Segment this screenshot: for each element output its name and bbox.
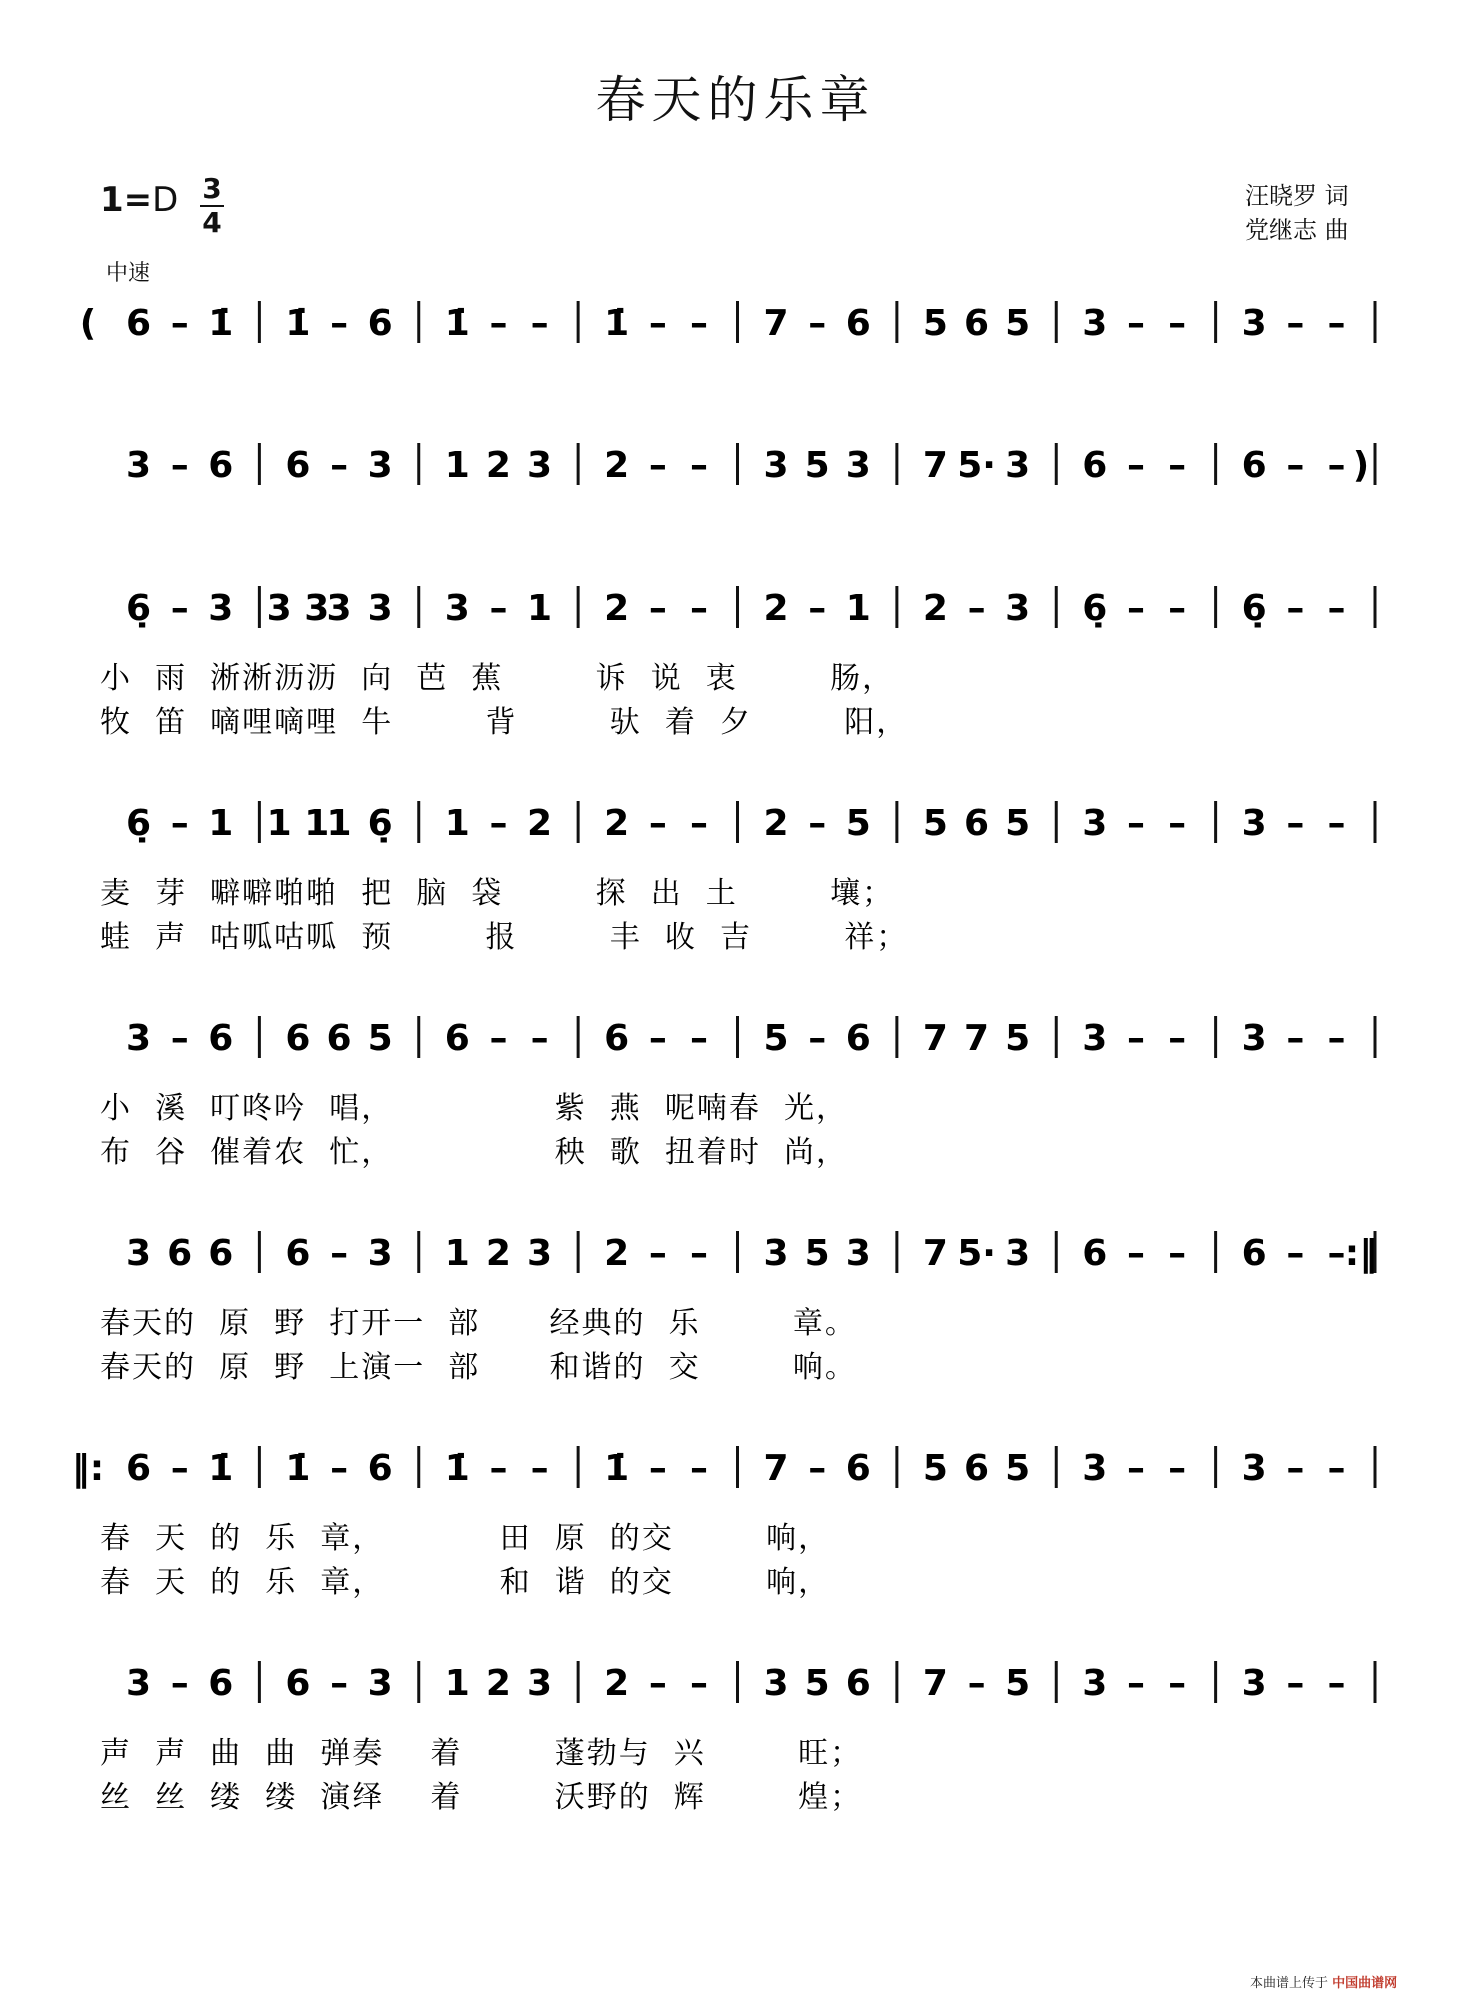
- note: 3: [527, 1663, 553, 1704]
- note: 6: [285, 1233, 311, 1274]
- note: 5: [922, 303, 948, 344]
- note: 3: [527, 445, 553, 486]
- note: –: [1286, 803, 1305, 844]
- note: 3: [1241, 803, 1267, 844]
- note: –: [689, 1663, 708, 1704]
- note: 3: [1241, 303, 1267, 344]
- note: 3: [1241, 1663, 1267, 1704]
- note: –: [170, 303, 189, 344]
- note: 3: [367, 588, 393, 629]
- note: 6: [1241, 445, 1267, 486]
- note: 6: [845, 1448, 871, 1489]
- note: 5: [922, 803, 948, 844]
- note: –: [170, 445, 189, 486]
- lyric-line: 春天的 原 野 打开一 部 经典的 乐 章。: [100, 1306, 857, 1341]
- note: 6̣: [126, 803, 152, 844]
- note: 5·: [957, 445, 996, 486]
- note: 5: [1005, 803, 1031, 844]
- note: –: [1327, 1018, 1346, 1059]
- footer-text: 本曲谱上传于: [1250, 1976, 1329, 1991]
- note: 1̇: [444, 1448, 470, 1489]
- note: 3: [527, 1233, 553, 1274]
- note: 1̇: [444, 303, 470, 344]
- note: 2: [763, 803, 789, 844]
- note: 6: [208, 445, 234, 486]
- note: –: [648, 1663, 667, 1704]
- barline-suffix: :‖: [1344, 1233, 1378, 1274]
- note: –: [170, 588, 189, 629]
- footer-site: 中国曲谱网: [1332, 1976, 1398, 1991]
- note: 7: [964, 1018, 990, 1059]
- note: 6̣: [126, 588, 152, 629]
- note: 6: [1241, 1233, 1267, 1274]
- note: –: [689, 1018, 708, 1059]
- note: 6: [126, 303, 152, 344]
- note: –: [689, 1233, 708, 1274]
- note: 5: [804, 445, 830, 486]
- time-signature-top: 3: [202, 172, 222, 205]
- note: –: [489, 1448, 508, 1489]
- note: 5: [1005, 1018, 1031, 1059]
- note: –: [689, 803, 708, 844]
- footer-note: [1250, 1972, 1397, 1991]
- note: 1̇: [208, 1448, 234, 1489]
- note: 2: [604, 803, 630, 844]
- tempo-marking: 中速: [106, 261, 151, 286]
- note: –: [489, 303, 508, 344]
- lyricist-credit: 汪晓罗 词: [1245, 182, 1349, 210]
- note: 3: [1082, 303, 1108, 344]
- lyric-line: 声 声 曲 曲 弹奏 着 蓬勃与 兴 旺；: [100, 1736, 863, 1771]
- note: 5: [922, 1448, 948, 1489]
- note: –: [808, 303, 827, 344]
- note: 6: [845, 1018, 871, 1059]
- note: –: [1327, 1663, 1346, 1704]
- note: 7: [922, 445, 948, 486]
- note: –: [1168, 1448, 1187, 1489]
- note: 3: [126, 445, 152, 486]
- note: 6: [167, 1233, 193, 1274]
- note: 5: [804, 1663, 830, 1704]
- note: 6̣: [367, 803, 393, 844]
- note: –: [1286, 588, 1305, 629]
- note: 6: [126, 1448, 152, 1489]
- note: –: [1327, 1233, 1346, 1274]
- note: –: [530, 1018, 549, 1059]
- note: –: [1327, 1448, 1346, 1489]
- note: 6: [964, 803, 990, 844]
- note: –: [689, 588, 708, 629]
- note: –: [170, 803, 189, 844]
- note: 3: [1005, 1233, 1031, 1274]
- note: –: [1168, 1018, 1187, 1059]
- note: 1: [208, 803, 234, 844]
- note: –: [648, 803, 667, 844]
- note: 3: [126, 1233, 152, 1274]
- lyric-line: 小 溪 叮咚吟 唱， 紫 燕 呢喃春 光，: [100, 1091, 848, 1126]
- key-tonic: D: [152, 180, 179, 220]
- key-equals: =: [123, 180, 153, 220]
- note: 6: [845, 303, 871, 344]
- note: 1: [444, 1233, 470, 1274]
- note: 3: [208, 588, 234, 629]
- lyric-line: 麦 芽 噼噼啪啪 把 脑 袋 探 出 土 壤；: [100, 876, 895, 911]
- note: –: [1168, 303, 1187, 344]
- note: 6: [285, 445, 311, 486]
- note: –: [1327, 445, 1346, 486]
- note: 3: [1005, 445, 1031, 486]
- note: –: [1126, 445, 1145, 486]
- note: –: [1126, 303, 1145, 344]
- note: 1: [845, 588, 871, 629]
- lyric-line: 蛙 声 咕呱咕呱 预 报 丰 收 吉 祥；: [100, 920, 909, 955]
- note: –: [1168, 1233, 1187, 1274]
- note: 6̣: [1082, 588, 1108, 629]
- note: –: [1327, 303, 1346, 344]
- note: 3: [126, 1663, 152, 1704]
- note: –: [1286, 303, 1305, 344]
- note: 1: [527, 588, 553, 629]
- note: –: [1168, 803, 1187, 844]
- note: 3: [126, 1018, 152, 1059]
- note: 1̇: [285, 1448, 311, 1489]
- note: 3: [367, 1233, 393, 1274]
- barline-prefix: ‖:: [71, 1448, 105, 1489]
- note: –: [330, 303, 349, 344]
- note: 1: [326, 803, 352, 844]
- note: –: [1126, 1018, 1145, 1059]
- note: 6: [367, 1448, 393, 1489]
- lyric-line: 春 天 的 乐 章， 田 原 的交 响，: [100, 1521, 831, 1556]
- note: –: [648, 1233, 667, 1274]
- note: –: [1286, 1233, 1305, 1274]
- note: 3: [845, 1233, 871, 1274]
- note: 2: [485, 445, 511, 486]
- note: 3: [1241, 1448, 1267, 1489]
- note: 5: [804, 1233, 830, 1274]
- note: 3: [1082, 1448, 1108, 1489]
- note: 3 3: [266, 588, 330, 629]
- note: –: [1286, 1663, 1305, 1704]
- note: 3: [763, 445, 789, 486]
- note: –: [1286, 1448, 1305, 1489]
- note: 6̣: [1241, 588, 1267, 629]
- note: 2: [485, 1233, 511, 1274]
- note: –: [330, 1663, 349, 1704]
- note: 2: [604, 588, 630, 629]
- note: 6: [208, 1233, 234, 1274]
- note: 2: [763, 588, 789, 629]
- note: 5: [845, 803, 871, 844]
- note: 3: [1005, 588, 1031, 629]
- note: –: [648, 1018, 667, 1059]
- note: –: [489, 588, 508, 629]
- lyric-line: 丝 丝 缕 缕 演绎 着 沃野的 辉 煌；: [100, 1780, 863, 1815]
- note: –: [648, 445, 667, 486]
- note: –: [967, 1663, 986, 1704]
- lyric-line: 小 雨 淅淅沥沥 向 芭 蕉 诉 说 衷 肠，: [100, 661, 895, 696]
- note: –: [489, 803, 508, 844]
- note: 3: [763, 1663, 789, 1704]
- lyric-line: 春 天 的 乐 章， 和 谐 的交 响，: [100, 1565, 831, 1600]
- note: 5: [1005, 1663, 1031, 1704]
- note: –: [170, 1448, 189, 1489]
- note: 7: [763, 303, 789, 344]
- note: –: [808, 588, 827, 629]
- note: –: [530, 303, 549, 344]
- note: 3: [367, 1663, 393, 1704]
- note: 6: [845, 1663, 871, 1704]
- note: –: [170, 1018, 189, 1059]
- note: –: [648, 1448, 667, 1489]
- note: –: [1168, 1663, 1187, 1704]
- note: –: [1327, 803, 1346, 844]
- note: –: [1286, 1018, 1305, 1059]
- note: 6: [208, 1663, 234, 1704]
- note: 6: [964, 1448, 990, 1489]
- note: –: [648, 303, 667, 344]
- note: –: [689, 445, 708, 486]
- note: –: [1126, 588, 1145, 629]
- note: 5: [367, 1018, 393, 1059]
- note: 5: [1005, 1448, 1031, 1489]
- note: 2: [604, 1233, 630, 1274]
- barline-suffix: ): [1352, 445, 1370, 486]
- page-title: 春天的乐章: [595, 71, 876, 129]
- lyric-line: 春天的 原 野 上演一 部 和谐的 交 响。: [100, 1350, 857, 1385]
- note: 2: [527, 803, 553, 844]
- note: –: [1168, 588, 1187, 629]
- note: 1̇: [208, 303, 234, 344]
- note: 2: [604, 1663, 630, 1704]
- note: 6: [604, 1018, 630, 1059]
- note: 2: [922, 588, 948, 629]
- key-prefix: 1: [100, 180, 124, 220]
- note: 5: [763, 1018, 789, 1059]
- note: 3: [367, 445, 393, 486]
- barline-prefix: (: [79, 303, 97, 344]
- note: 3: [1082, 1018, 1108, 1059]
- note: 1̇: [285, 303, 311, 344]
- note: –: [967, 588, 986, 629]
- note: 6: [208, 1018, 234, 1059]
- note: 3: [763, 1233, 789, 1274]
- lyric-line: 布 谷 催着农 忙， 秧 歌 扭着时 尚，: [100, 1135, 848, 1170]
- note: 6: [1082, 445, 1108, 486]
- note: 6: [285, 1018, 311, 1059]
- note: 7: [922, 1233, 948, 1274]
- note: 6: [285, 1663, 311, 1704]
- note: 3: [326, 588, 352, 629]
- note: 3: [1082, 1663, 1108, 1704]
- note: 1: [444, 803, 470, 844]
- composer-credit: 党继志 曲: [1245, 216, 1349, 244]
- note: –: [1286, 445, 1305, 486]
- note: 2: [604, 445, 630, 486]
- note: 5·: [957, 1233, 996, 1274]
- note: 1̇: [604, 303, 630, 344]
- note: 6: [367, 303, 393, 344]
- lyric-line: 牧 笛 嘀哩嘀哩 牛 背 驮 着 夕 阳，: [100, 705, 909, 740]
- note: –: [1327, 588, 1346, 629]
- note: 2: [485, 1663, 511, 1704]
- note: –: [1168, 445, 1187, 486]
- note: 7: [922, 1018, 948, 1059]
- note: –: [808, 1448, 827, 1489]
- note: 1: [444, 445, 470, 486]
- note: 5: [1005, 303, 1031, 344]
- note: 3: [845, 445, 871, 486]
- note: 1: [444, 1663, 470, 1704]
- note: –: [808, 803, 827, 844]
- note: –: [170, 1663, 189, 1704]
- note: –: [1126, 1233, 1145, 1274]
- note: –: [689, 1448, 708, 1489]
- note: –: [1126, 803, 1145, 844]
- note: –: [689, 303, 708, 344]
- note: –: [330, 445, 349, 486]
- note: 1̇: [604, 1448, 630, 1489]
- note: 6: [1082, 1233, 1108, 1274]
- note: 6: [444, 1018, 470, 1059]
- note: 7: [763, 1448, 789, 1489]
- time-signature-bottom: 4: [202, 206, 222, 239]
- note: –: [330, 1233, 349, 1274]
- note: –: [1126, 1448, 1145, 1489]
- note: –: [808, 1018, 827, 1059]
- note: 3: [1241, 1018, 1267, 1059]
- note: 6: [964, 303, 990, 344]
- note: 1 1: [266, 803, 330, 844]
- note: 3: [1082, 803, 1108, 844]
- note: –: [489, 1018, 508, 1059]
- note: 3: [444, 588, 470, 629]
- note: 6: [326, 1018, 352, 1059]
- note: –: [648, 588, 667, 629]
- note: –: [530, 1448, 549, 1489]
- note: 7: [922, 1663, 948, 1704]
- note: –: [330, 1448, 349, 1489]
- note: –: [1126, 1663, 1145, 1704]
